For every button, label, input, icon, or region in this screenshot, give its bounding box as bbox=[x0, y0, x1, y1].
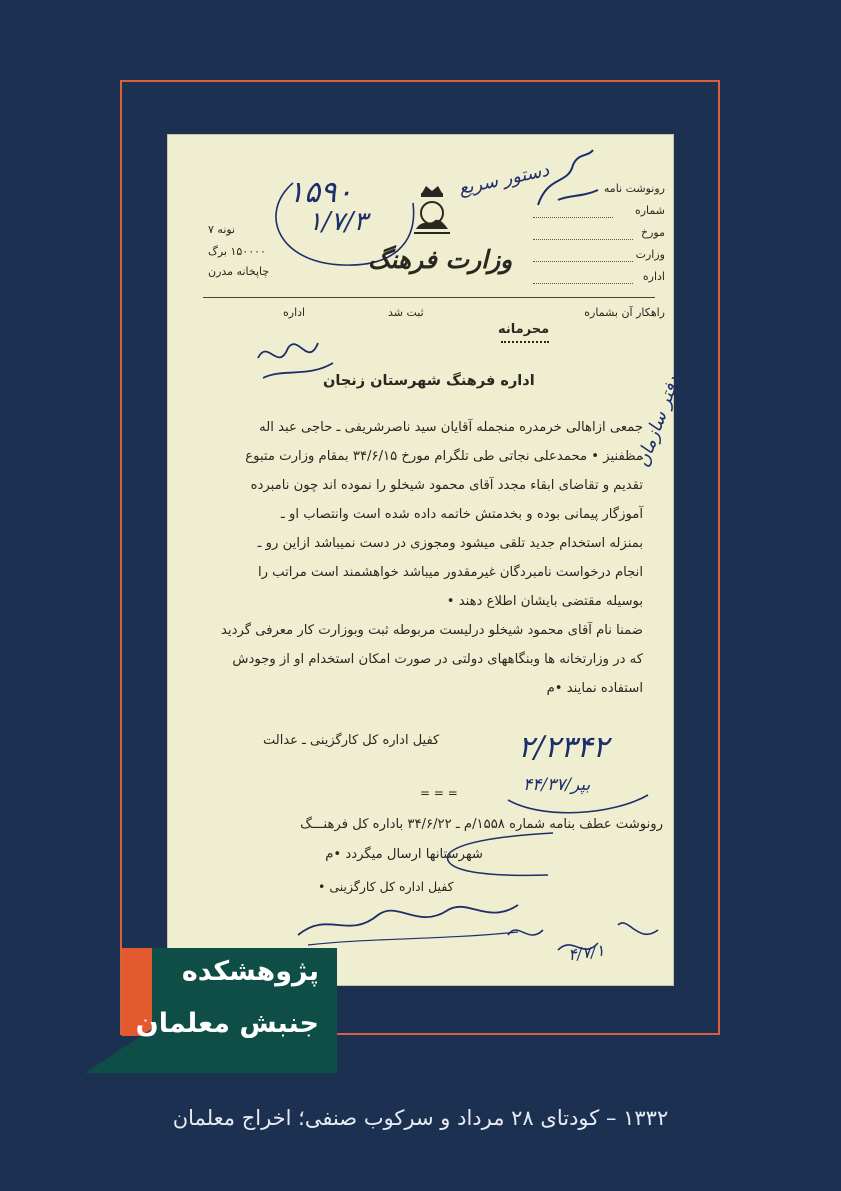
handwritten-underline bbox=[503, 780, 653, 820]
archival-document bbox=[168, 135, 687, 985]
print-count: ۱۵۰۰۰۰ برگ bbox=[208, 245, 266, 258]
body-line: انجام درخواست نامبردگان غیرمقدور میباشد خواهشمند است مراتب را bbox=[257, 565, 643, 580]
body-line: بوسیله مقتضی بایشان اطلاع دهند • bbox=[446, 594, 643, 609]
handwritten-number: ۱۵۹۰ bbox=[288, 175, 353, 210]
signature-line: کفیل اداره کل کارگزینی ـ عدالت bbox=[263, 733, 440, 748]
form-number: نونه ۷ bbox=[208, 223, 236, 236]
body-line: بمنزله استخدام جدید تلقی میشود ومجوزی در دست نمیباشد ازاین رو ـ bbox=[257, 536, 643, 551]
handwritten-date: ۱/۷/۳ bbox=[308, 207, 368, 237]
addressee: اداره فرهنگ شهرستان زنجان bbox=[323, 373, 535, 389]
handwritten-reference: ۲/۲۳۴۲ bbox=[518, 730, 609, 765]
copy-line: رونوشت عطف بنامه شماره ۱۵۵۸/م ـ ۳۴/۶/۲۲ باداره کل فرهنـــگ bbox=[300, 817, 663, 832]
printer-name: چاپخانه مدرن bbox=[208, 265, 270, 278]
lion-and-sun-emblem-icon bbox=[408, 183, 456, 239]
body-line: تقدیم و تقاضای ابقاء مجدد آقای محمود شیخلو را نموده اند چون نامبرده bbox=[250, 478, 643, 493]
body-line: که در وزارتخانه ها وبنگاههای دولتی در صورت امکان استخدام او از وجودش bbox=[232, 652, 643, 667]
brand-line-2: جنبش معلمان bbox=[135, 1008, 319, 1039]
header-office-label: اداره bbox=[642, 270, 665, 283]
handwritten-sign: بپر/۴۴/۳۷ bbox=[523, 775, 591, 795]
copy-signature: کفیل اداره کل کارگزینی • bbox=[318, 879, 454, 894]
confidential-stamp: محرمانه bbox=[498, 322, 550, 337]
page-caption: ۱۳۳۲ – کودتای ۲۸ مرداد و سرکوب صنفی؛ اخراج معلمان bbox=[172, 1106, 669, 1130]
copy-line: شهرستانها ارسال میگردد •م bbox=[325, 847, 483, 862]
header-date-label: مورخ bbox=[641, 226, 665, 239]
body-line: مظفنیز • محمدعلی نجاتی طی تلگرام مورخ ۳۴/۶/۱۵ بمقام وزارت متبوع bbox=[245, 449, 643, 464]
handwritten-bracket bbox=[438, 825, 558, 885]
body-line: جمعی ازاهالی خرمدره منجمله آقایان سید ناصرشریفی ـ حاجی عبد اله bbox=[259, 420, 643, 435]
dotted-line bbox=[533, 261, 633, 262]
body-line: استفاده نمایند •م bbox=[546, 681, 643, 696]
ministry-title: وزارت فرهنگ bbox=[368, 245, 513, 274]
brand-line-1: پژوهشکده bbox=[181, 956, 319, 987]
separator-dashes: = = = bbox=[420, 786, 458, 800]
form-row-reference: راهکار آن بشماره bbox=[584, 306, 665, 319]
handwritten-margin-note: بدفتر سازمان bbox=[632, 367, 687, 470]
handwritten-urgent-note: دستور سریع bbox=[456, 159, 552, 200]
header-copy-label: رونوشت نامه bbox=[603, 182, 665, 195]
handwritten-signatures bbox=[288, 890, 528, 950]
form-row-office: اداره bbox=[283, 306, 306, 319]
brand-logo bbox=[85, 948, 337, 1073]
body-line: ضمنا نام آقای محمود شیخلو درلیست مربوطه ثبت وبوزارت کار معرفی گردید bbox=[221, 623, 643, 638]
dotted-line bbox=[533, 283, 633, 284]
confidential-underline bbox=[501, 341, 549, 343]
handwritten-bottom-date: ۴/۷/۱ bbox=[566, 940, 606, 965]
header-rule bbox=[203, 297, 655, 298]
body-line: آموزگار پیمانی بوده و بخدمتش خاتمه داده شده است وانتصاب او ـ bbox=[280, 507, 643, 522]
form-row-registered: ثبت شد bbox=[388, 306, 424, 319]
header-ministry-label: وزارت bbox=[635, 248, 665, 261]
dotted-line bbox=[533, 239, 633, 240]
header-number-label: شماره bbox=[634, 204, 665, 217]
handwritten-mark bbox=[528, 145, 608, 220]
